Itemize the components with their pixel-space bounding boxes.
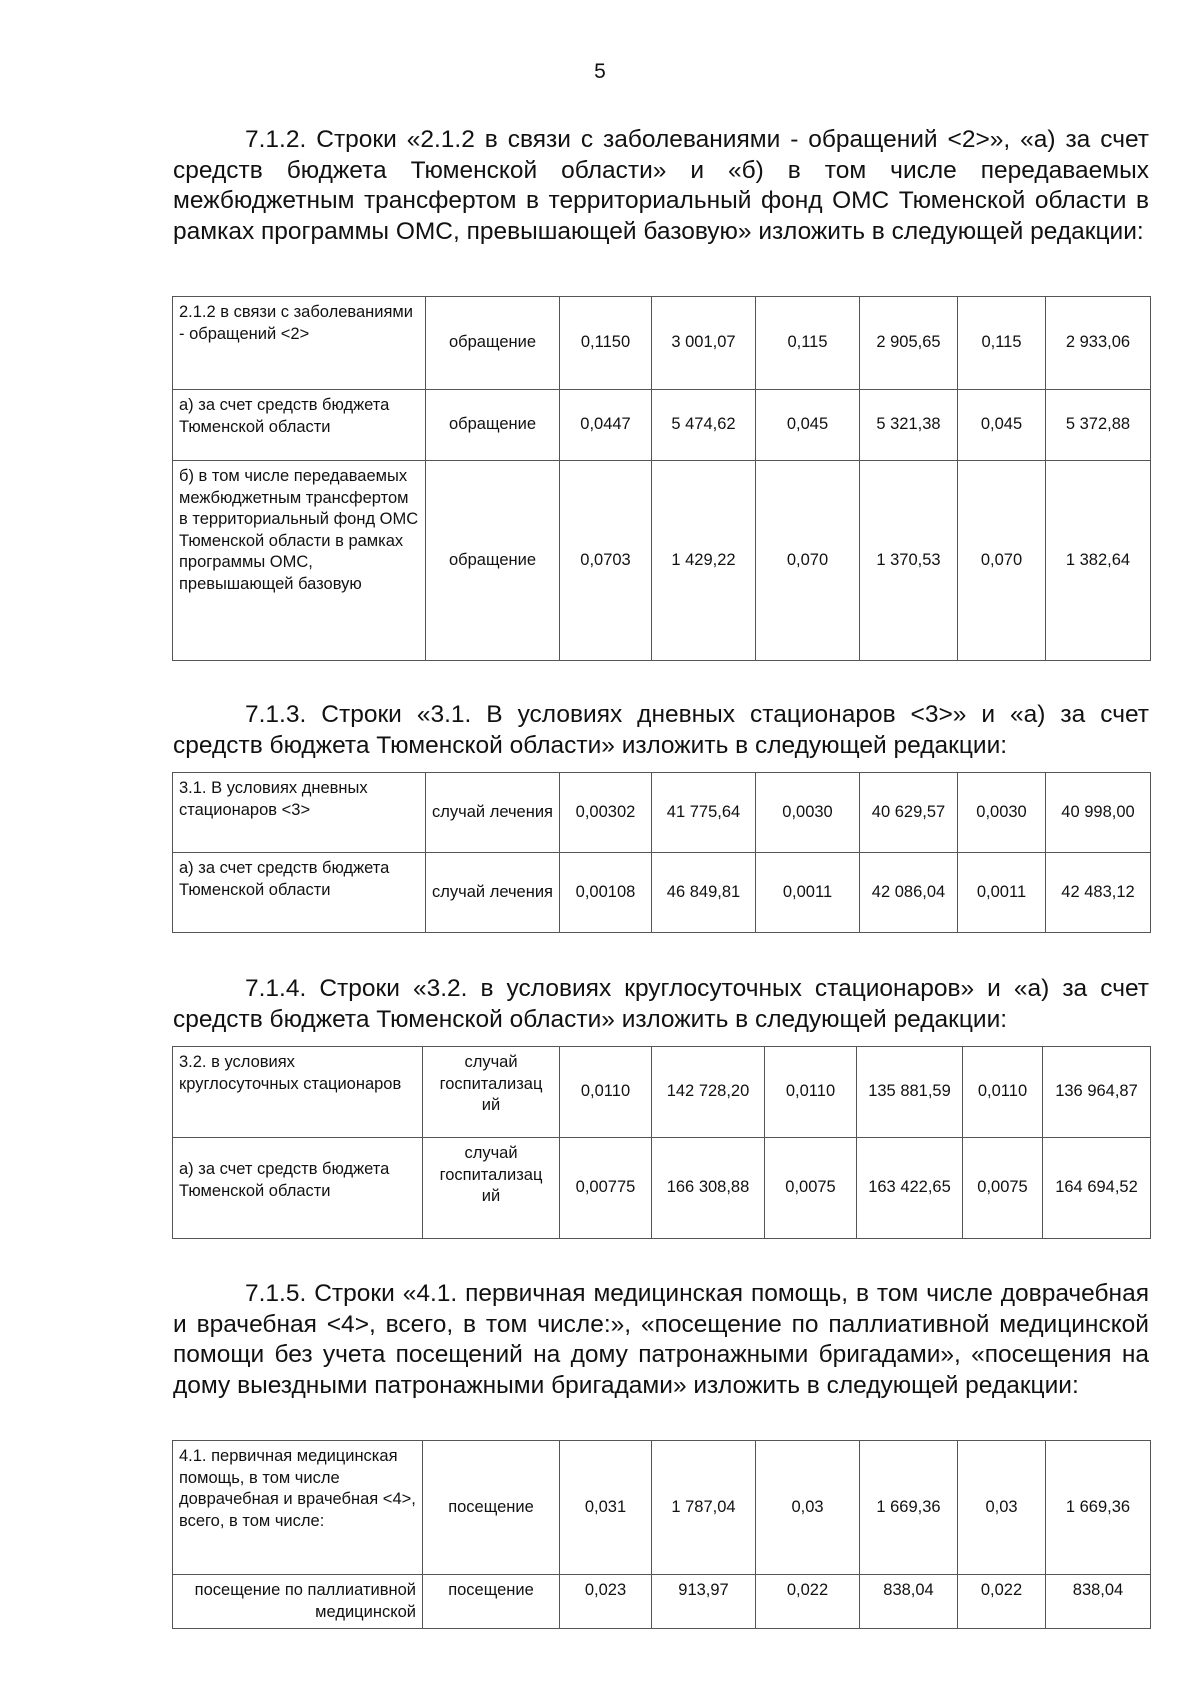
- table-row: [173, 773, 1151, 853]
- table-row: [173, 461, 1151, 661]
- row-value: 0,022: [958, 1575, 1046, 1629]
- row-name: б) в том числе передаваемых межбюджетным трансфертом в территориальный фонд ОМС Тюменской области в рамках программы ОМС, превышающей базовую: [173, 461, 426, 661]
- row-value: 2 933,06: [1046, 297, 1151, 390]
- table-7-1-4: [172, 1046, 1151, 1239]
- row-value: 838,04: [860, 1575, 958, 1629]
- row-name: 2.1.2 в связи с заболеваниями - обращений <2>: [173, 297, 426, 390]
- row-value: 1 669,36: [1046, 1441, 1151, 1575]
- section-7-1-5-paragraph: [173, 1279, 1149, 1401]
- row-value: 0,070: [756, 461, 860, 661]
- section-text: Строки «3.1. В условиях дневных стационаров <3>» и «а) за счет средств бюджета Тюменской области» изложить в следующей редакции:: [173, 701, 1149, 759]
- row-value: 0,0011: [958, 853, 1046, 933]
- row-value: 46 849,81: [652, 853, 756, 933]
- table-7-1-3: [172, 772, 1151, 933]
- row-value: 164 694,52: [1043, 1138, 1151, 1239]
- table-row: [173, 1441, 1151, 1575]
- row-value: 5 474,62: [652, 390, 756, 461]
- row-value: 0,0447: [560, 390, 652, 461]
- row-value: 0,00775: [560, 1138, 652, 1239]
- row-unit: обращение: [426, 297, 560, 390]
- row-value: 1 787,04: [652, 1441, 756, 1575]
- row-value: 0,03: [958, 1441, 1046, 1575]
- row-unit: случай госпитализац ий: [423, 1138, 560, 1239]
- row-value: 166 308,88: [652, 1138, 765, 1239]
- row-value: 0,070: [958, 461, 1046, 661]
- row-value: 0,045: [958, 390, 1046, 461]
- row-name: а) за счет средств бюджета Тюменской области: [173, 853, 426, 933]
- row-name: а) за счет средств бюджета Тюменской области: [173, 390, 426, 461]
- row-value: 1 429,22: [652, 461, 756, 661]
- row-unit: обращение: [426, 461, 560, 661]
- row-unit: посещение: [423, 1441, 560, 1575]
- table-row: [173, 853, 1151, 933]
- row-value: 0,022: [756, 1575, 860, 1629]
- row-value: 0,0030: [958, 773, 1046, 853]
- row-value: 0,115: [958, 297, 1046, 390]
- row-name: 4.1. первичная медицинская помощь, в том числе доврачебная и врачебная <4>, всего, в том числе:: [173, 1441, 423, 1575]
- section-number: 7.1.4.: [245, 975, 307, 1002]
- section-text: Строки «3.2. в условиях круглосуточных стационаров» и «а) за счет средств бюджета Тюменской области» изложить в следующей редакции:: [173, 975, 1149, 1033]
- row-value: 0,1150: [560, 297, 652, 390]
- row-value: 0,0011: [756, 853, 860, 933]
- row-value: 41 775,64: [652, 773, 756, 853]
- row-value: 42 086,04: [860, 853, 958, 933]
- table-7-1-5: [172, 1440, 1151, 1629]
- row-value: 5 321,38: [860, 390, 958, 461]
- row-value: 913,97: [652, 1575, 756, 1629]
- section-text: Строки «4.1. первичная медицинская помощь, в том числе доврачебная и врачебная <4>, всего, в том числе:», «посещение по паллиативной медицинской помощи без учета посещений на дому патронажными бригадами», «посещения на дому выездными патронажными бригадами» изложить в следующей редакции:: [173, 1280, 1149, 1399]
- row-value: 3 001,07: [652, 297, 756, 390]
- row-unit: посещение: [423, 1575, 560, 1629]
- row-value: 1 669,36: [860, 1441, 958, 1575]
- row-value: 0,0110: [963, 1047, 1043, 1138]
- row-value: 1 382,64: [1046, 461, 1151, 661]
- row-name: 3.1. В условиях дневных стационаров <3>: [173, 773, 426, 853]
- row-value: 0,03: [756, 1441, 860, 1575]
- page-number: 5: [594, 60, 606, 83]
- section-7-1-4-paragraph: [173, 974, 1149, 1035]
- row-value: 5 372,88: [1046, 390, 1151, 461]
- row-value: 40 629,57: [860, 773, 958, 853]
- row-value: 142 728,20: [652, 1047, 765, 1138]
- row-name: 3.2. в условиях круглосуточных стационаров: [173, 1047, 423, 1138]
- section-number: 7.1.3.: [245, 701, 307, 728]
- table-row: [173, 297, 1151, 390]
- row-value: 42 483,12: [1046, 853, 1151, 933]
- row-value: 0,045: [756, 390, 860, 461]
- table-row: [173, 390, 1151, 461]
- row-value: 1 370,53: [860, 461, 958, 661]
- section-number: 7.1.5.: [245, 1280, 307, 1307]
- section-number: 7.1.2.: [245, 126, 307, 153]
- row-value: 136 964,87: [1043, 1047, 1151, 1138]
- row-value: 40 998,00: [1046, 773, 1151, 853]
- row-value: 0,115: [756, 297, 860, 390]
- row-value: 0,0075: [765, 1138, 857, 1239]
- row-value: 0,031: [560, 1441, 652, 1575]
- row-name: а) за счет средств бюджета Тюменской области: [173, 1138, 423, 1239]
- row-value: 2 905,65: [860, 297, 958, 390]
- section-7-1-3-paragraph: [173, 700, 1149, 761]
- table-row: [173, 1575, 1151, 1629]
- row-value: 135 881,59: [857, 1047, 963, 1138]
- table-row: [173, 1047, 1151, 1138]
- row-value: 838,04: [1046, 1575, 1151, 1629]
- row-value: 0,00108: [560, 853, 652, 933]
- row-value: 0,0075: [963, 1138, 1043, 1239]
- row-unit: случай лечения: [426, 853, 560, 933]
- table-7-1-2: [172, 296, 1151, 661]
- row-unit: случай госпитализац ий: [423, 1047, 560, 1138]
- row-name: посещение по паллиативной медицинской: [173, 1575, 423, 1629]
- table-row: [173, 1138, 1151, 1239]
- row-value: 0,0110: [560, 1047, 652, 1138]
- row-unit: случай лечения: [426, 773, 560, 853]
- row-value: 0,023: [560, 1575, 652, 1629]
- section-7-1-2-paragraph: [173, 125, 1149, 247]
- row-value: 0,0703: [560, 461, 652, 661]
- section-text: Строки «2.1.2 в связи с заболеваниями - обращений <2>», «а) за счет средств бюджета Тюменской области» и «б) в том числе передаваемых межбюджетным трансфертом в территориальный фонд ОМС Тюменской области в рамках программы ОМС, превышающей базовую» изложить в следующей редакции:: [173, 126, 1149, 245]
- row-value: 0,0030: [756, 773, 860, 853]
- row-unit: обращение: [426, 390, 560, 461]
- row-value: 163 422,65: [857, 1138, 963, 1239]
- row-value: 0,0110: [765, 1047, 857, 1138]
- row-value: 0,00302: [560, 773, 652, 853]
